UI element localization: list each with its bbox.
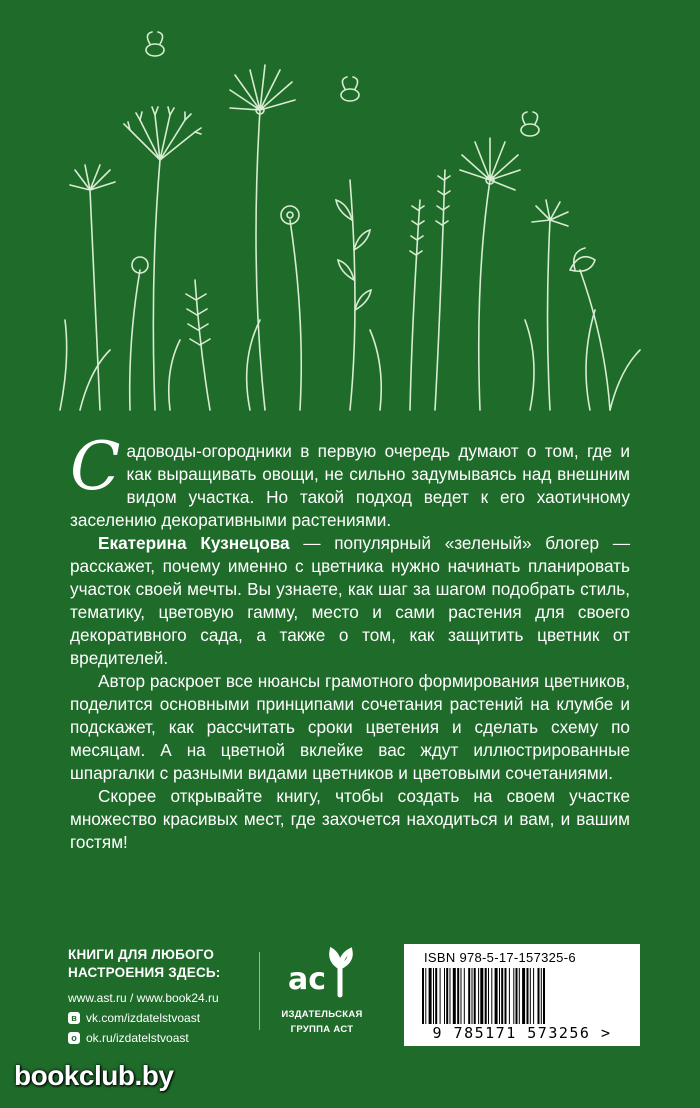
barcode-bar [485,968,487,1024]
barcode-bar [433,968,434,1024]
barcode-bar [538,968,540,1024]
ast-logo [272,945,372,1036]
barcode-bar [516,968,518,1024]
ok-link[interactable]: ok.ru/izdatelstvoast [86,1031,189,1045]
barcode-bar [429,968,432,1024]
barcode-bar [474,968,476,1024]
paragraph-2: Екатерина Кузнецова — популярный «зеленый» блогер — расскажет, почему именно с цветника нужно начинать планировать участок своей мечты. Вы узнаете, как шаг за шагом подобрать стиль, тематику, цветовую гамму, место и сами растения для своего декоративного сада, а также о том, как защитить цветник от вредителей. [70,533,631,668]
barcode-bar [501,968,503,1024]
paragraph-4: Скорее открывайте книгу, чтобы создать на своем участке множество красивых мест, где захочется находиться и вам, и вашим гостям! [70,786,630,852]
publisher-line-2: ГРУППА АСТ [290,1024,354,1035]
wildflower-illustration [50,20,650,420]
barcode-bar [468,968,470,1024]
barcode-bar [522,968,525,1024]
paragraph-3: Автор раскроет все нюансы грамотного формирования цветников, поделится основными принципами сочетания растений на клумбе и подскажет, как рассчитать сроки цветения и сделать схему по месяцам. А на цветной вклейке вас ждут иллюстрированные шпаргалки с разными видами цветников и цветовыми сочетаниями. [70,671,630,783]
barcode-bar [422,968,424,1024]
links-header-line-2: НАСТРОЕНИЯ ЗДЕСЬ: [68,965,221,980]
barcode-bars [422,968,622,1024]
paragraph-1: Садоводы-огородники в первую очередь думают о том, где и как выращивать овощи, не сильно задумываясь над внешним видом участка. Но такой подход ведет к его хаотичному заселению декоративными растениями. [70,428,630,530]
barcode-bar [541,968,542,1024]
dropcap-letter: С [70,428,121,505]
websites-link[interactable]: www.ast.ru / www.book24.ru [68,991,219,1005]
barcode-bar [457,968,459,1024]
publisher-links [68,946,268,1048]
barcode-bar [509,968,510,1024]
barcode-bar [446,968,448,1024]
author-name: Екатерина Кузнецова [98,533,290,553]
watermark: bookclub.by [14,1060,174,1091]
links-header-line-1: КНИГИ ДЛЯ ЛЮБОГО [68,947,215,962]
barcode-bar [440,968,441,1024]
book-description [70,428,631,854]
barcode-bar [444,968,445,1024]
barcode-bar [478,968,479,1024]
barcode-bar [425,968,426,1024]
barcode [404,944,640,1046]
barcode-bar [480,968,483,1024]
barcode-bar [491,968,492,1024]
barcode-bar [530,968,531,1024]
ok-icon: о [68,1032,80,1044]
barcode-bar [533,968,534,1024]
barcode-bar [472,968,473,1024]
barcode-bar [453,968,456,1024]
barcode-bar [499,968,500,1024]
barcode-bar [505,968,507,1024]
vk-icon: в [68,1012,80,1024]
barcode-bar [461,968,462,1024]
barcode-bar [464,968,465,1024]
barcode-bar [543,968,545,1024]
barcode-bar [488,968,489,1024]
barcode-bar [435,968,437,1024]
barcode-bar [527,968,529,1024]
barcode-bar [513,968,514,1024]
barcode-number: 9 785171 573256 > [432,1024,612,1042]
barcode-bar [519,968,520,1024]
footer-divider [259,952,260,1030]
ast-logo-icon [282,945,362,1001]
svg-text:ас: ас [288,962,327,997]
isbn-text: ISBN 978-5-17-157325-6 [424,950,576,965]
barcode-bar [450,968,451,1024]
barcode-bar [495,968,498,1024]
vk-link[interactable]: vk.com/izdatelstvoast [86,1011,201,1025]
publisher-line-1: ИЗДАТЕЛЬСКАЯ [281,1009,363,1020]
